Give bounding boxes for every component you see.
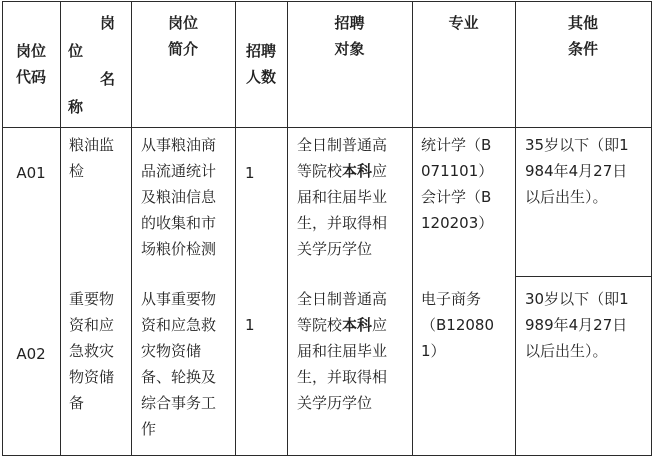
header-other: 其他 条件 xyxy=(567,14,598,58)
other-row-divider xyxy=(515,276,652,277)
col-line-6 xyxy=(515,1,516,456)
row2-target xyxy=(297,286,387,416)
col-line-4 xyxy=(287,1,288,456)
row2-count: 1 xyxy=(245,316,255,334)
row1-intro: 从事粮油商 品流通统计 及粮油信息 的收集和市 场粮价检测 xyxy=(141,136,217,258)
header-intro: 岗位 简介 xyxy=(167,14,198,58)
row1-target-post: 应 届和往届毕业 生，并取得相 关学历学位 xyxy=(297,162,388,258)
row2-name: 重要物 资和应 急救灾 物资储 备 xyxy=(69,290,115,412)
row2-target-post: 应 届和往届毕业 生，并取得相 关学历学位 xyxy=(297,316,388,412)
table-border-bottom xyxy=(2,455,652,456)
header-name-4: 称 xyxy=(68,98,84,116)
row1-major: 统计学（B 071101） 会计学（B 120203） xyxy=(421,136,494,232)
header-divider xyxy=(2,127,652,128)
row2-target-pre: 全日制普通高 等院校 xyxy=(297,290,388,334)
row2-intro: 从事重要物 资和应急救 灾物资储 备、轮换及 综合事务工 作 xyxy=(141,290,217,438)
header-name-2: 位 xyxy=(68,42,84,60)
col-line-5 xyxy=(412,1,413,456)
header-target: 招聘 对象 xyxy=(334,14,365,58)
header-count: 招聘 人数 xyxy=(245,42,276,86)
col-line-1 xyxy=(60,1,61,456)
col-line-2 xyxy=(131,1,132,456)
header-code: 岗位 代码 xyxy=(15,42,46,86)
row1-count: 1 xyxy=(245,164,255,182)
row2-other: 30岁以下（即1 989年4月27日 以后出生）。 xyxy=(525,290,629,360)
row1-code: A01 xyxy=(16,164,46,182)
header-major: 专业 xyxy=(448,14,479,32)
header-name-1: 岗 xyxy=(100,14,116,32)
row1-name: 粮油监 检 xyxy=(69,136,115,180)
row2-major: 电子商务 （B12080 1） xyxy=(421,290,495,360)
row2-target-bold: 本科 xyxy=(342,316,373,334)
row1-other: 35岁以下（即1 984年4月27日 以后出生）。 xyxy=(525,136,629,206)
row1-target-pre: 全日制普通高 等院校 xyxy=(297,136,388,180)
row1-target-bold: 本科 xyxy=(342,162,373,180)
header-name-3: 名 xyxy=(100,70,116,88)
row2-code: A02 xyxy=(16,345,46,363)
table-border-top xyxy=(2,1,652,2)
row1-target xyxy=(297,132,387,262)
col-line-7 xyxy=(651,1,652,456)
